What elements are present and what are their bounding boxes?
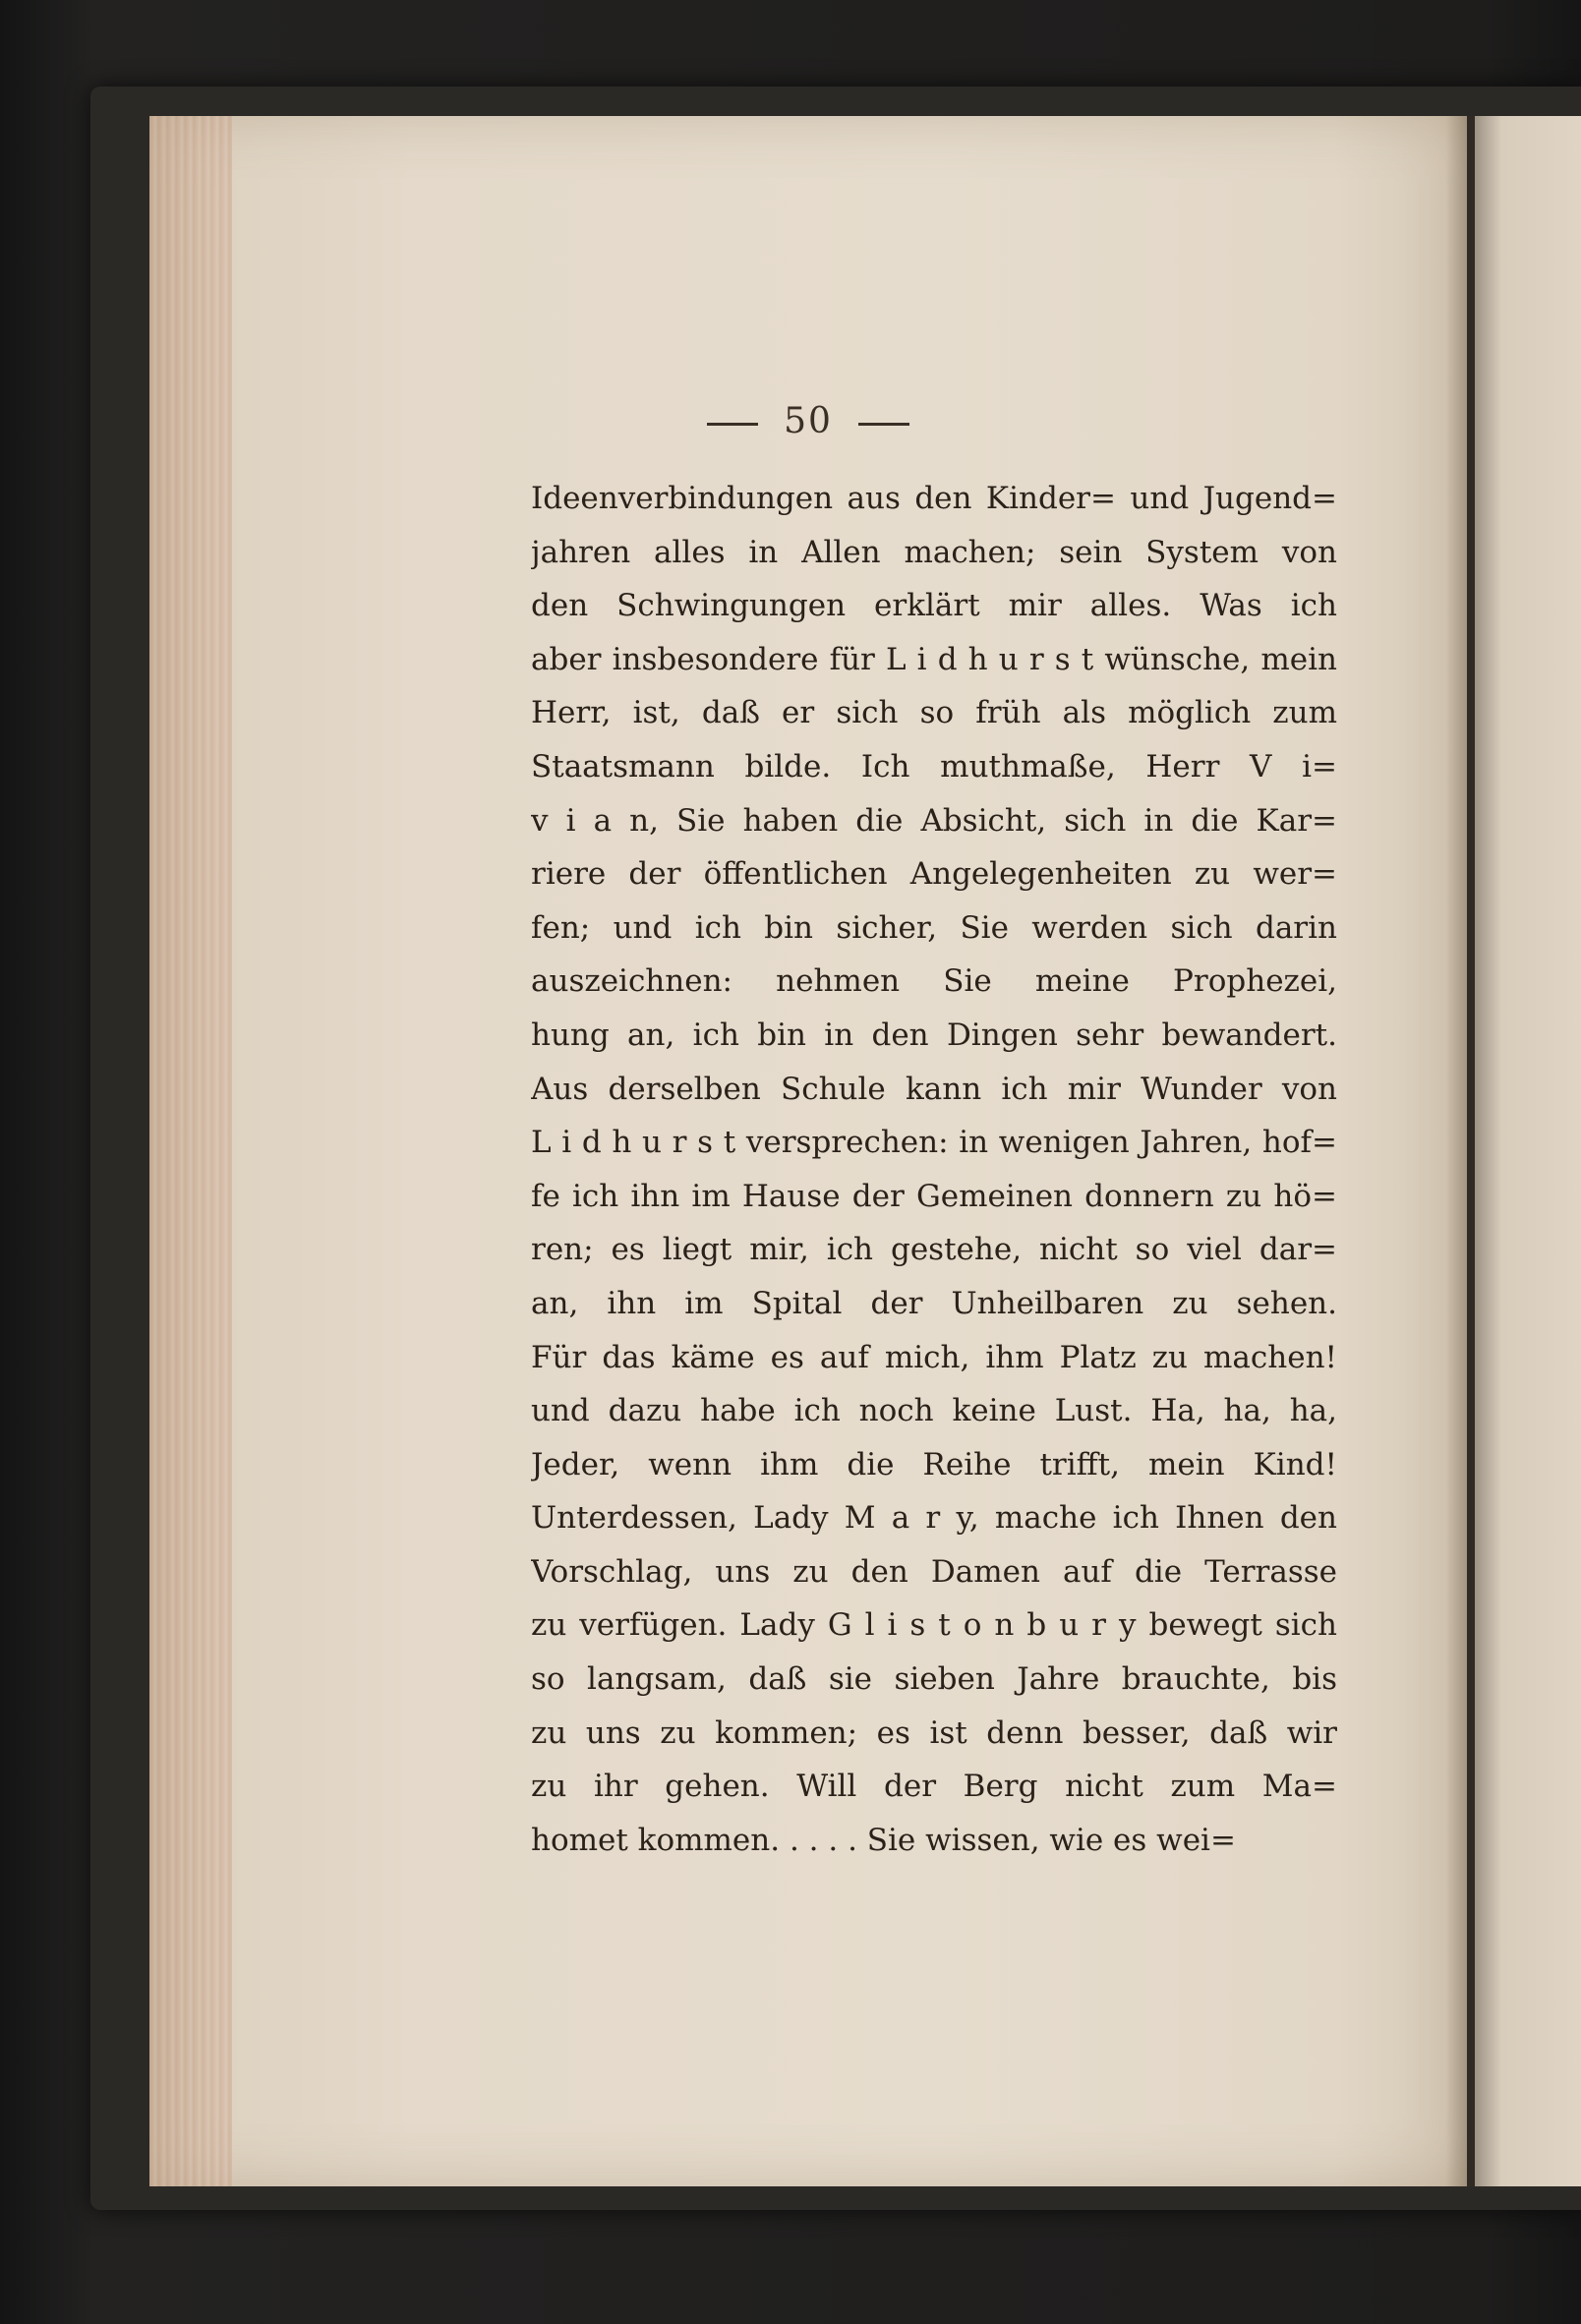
- text-line: jahren alles in Allen machen; sein System von: [531, 534, 1337, 570]
- text-line: an, ihn im Spital der Unheilbaren zu sehen.: [531, 1285, 1337, 1321]
- text-line: Vorschlag, uns zu den Damen auf die Terrasse: [531, 1553, 1337, 1590]
- page-header: [149, 401, 1467, 441]
- text-line: Ideenverbindungen aus den Kinder= und Jugend=: [531, 481, 1337, 516]
- text-line: aber insbesondere für L i d h u r s t wünsche, mein: [531, 641, 1337, 677]
- header-dash-right: [858, 423, 909, 426]
- text-line: fe ich ihn im Hause der Gemeinen donnern zu hö=: [531, 1178, 1337, 1214]
- text-line: Für das käme es auf mich, ihm Platz zu machen!: [531, 1339, 1337, 1375]
- text-line: ren; es liegt mir, ich gestehe, nicht so viel dar=: [531, 1232, 1337, 1268]
- text-line: zu uns zu kommen; es ist denn besser, daß wir: [531, 1714, 1337, 1751]
- text-line: fen; und ich bin sicher, Sie werden sich darin: [531, 909, 1337, 946]
- text-line: L i d h u r s t versprechen: in wenigen Jahren, hof=: [531, 1125, 1337, 1161]
- text-line: riere der öffentlichen Angelegenheiten zu wer=: [531, 856, 1337, 893]
- text-line: Unterdessen, Lady M a r y, mache ich Ihnen den: [531, 1500, 1337, 1537]
- page-number: 50: [784, 401, 833, 441]
- text-line: und dazu habe ich noch keine Lust. Ha, ha, ha,: [531, 1393, 1337, 1429]
- text-line: Herr, ist, daß er sich so früh als möglich zum: [531, 695, 1337, 731]
- text-line: den Schwingungen erklärt mir alles. Was ich: [531, 588, 1337, 624]
- header-dash-left: [707, 423, 758, 426]
- text-line: homet kommen. . . . . Sie wissen, wie es wei=: [531, 1822, 1236, 1858]
- text-line: Jeder, wenn ihm die Reihe trifft, mein Kind!: [531, 1446, 1337, 1482]
- text-line: hung an, ich bin in den Dingen sehr bewandert.: [531, 1017, 1337, 1053]
- text-line: Aus derselben Schule kann ich mir Wunder von: [531, 1071, 1337, 1107]
- body-text: [531, 472, 1337, 1867]
- text-line: Staatsmann bilde. Ich muthmaße, Herr V i=: [531, 748, 1337, 784]
- text-line: zu verfügen. Lady G l i s t o n b u r y bewegt sich: [531, 1607, 1337, 1644]
- text-line: v i a n, Sie haben die Absicht, sich in die Kar=: [531, 802, 1337, 839]
- facing-page-edge: [1475, 116, 1581, 2186]
- text-line: so langsam, daß sie sieben Jahre brauchte, bis: [531, 1661, 1337, 1698]
- text-line: zu ihr gehen. Will der Berg nicht zum Ma=: [531, 1769, 1337, 1805]
- text-line: auszeichnen: nehmen Sie meine Prophezei,: [531, 963, 1337, 1000]
